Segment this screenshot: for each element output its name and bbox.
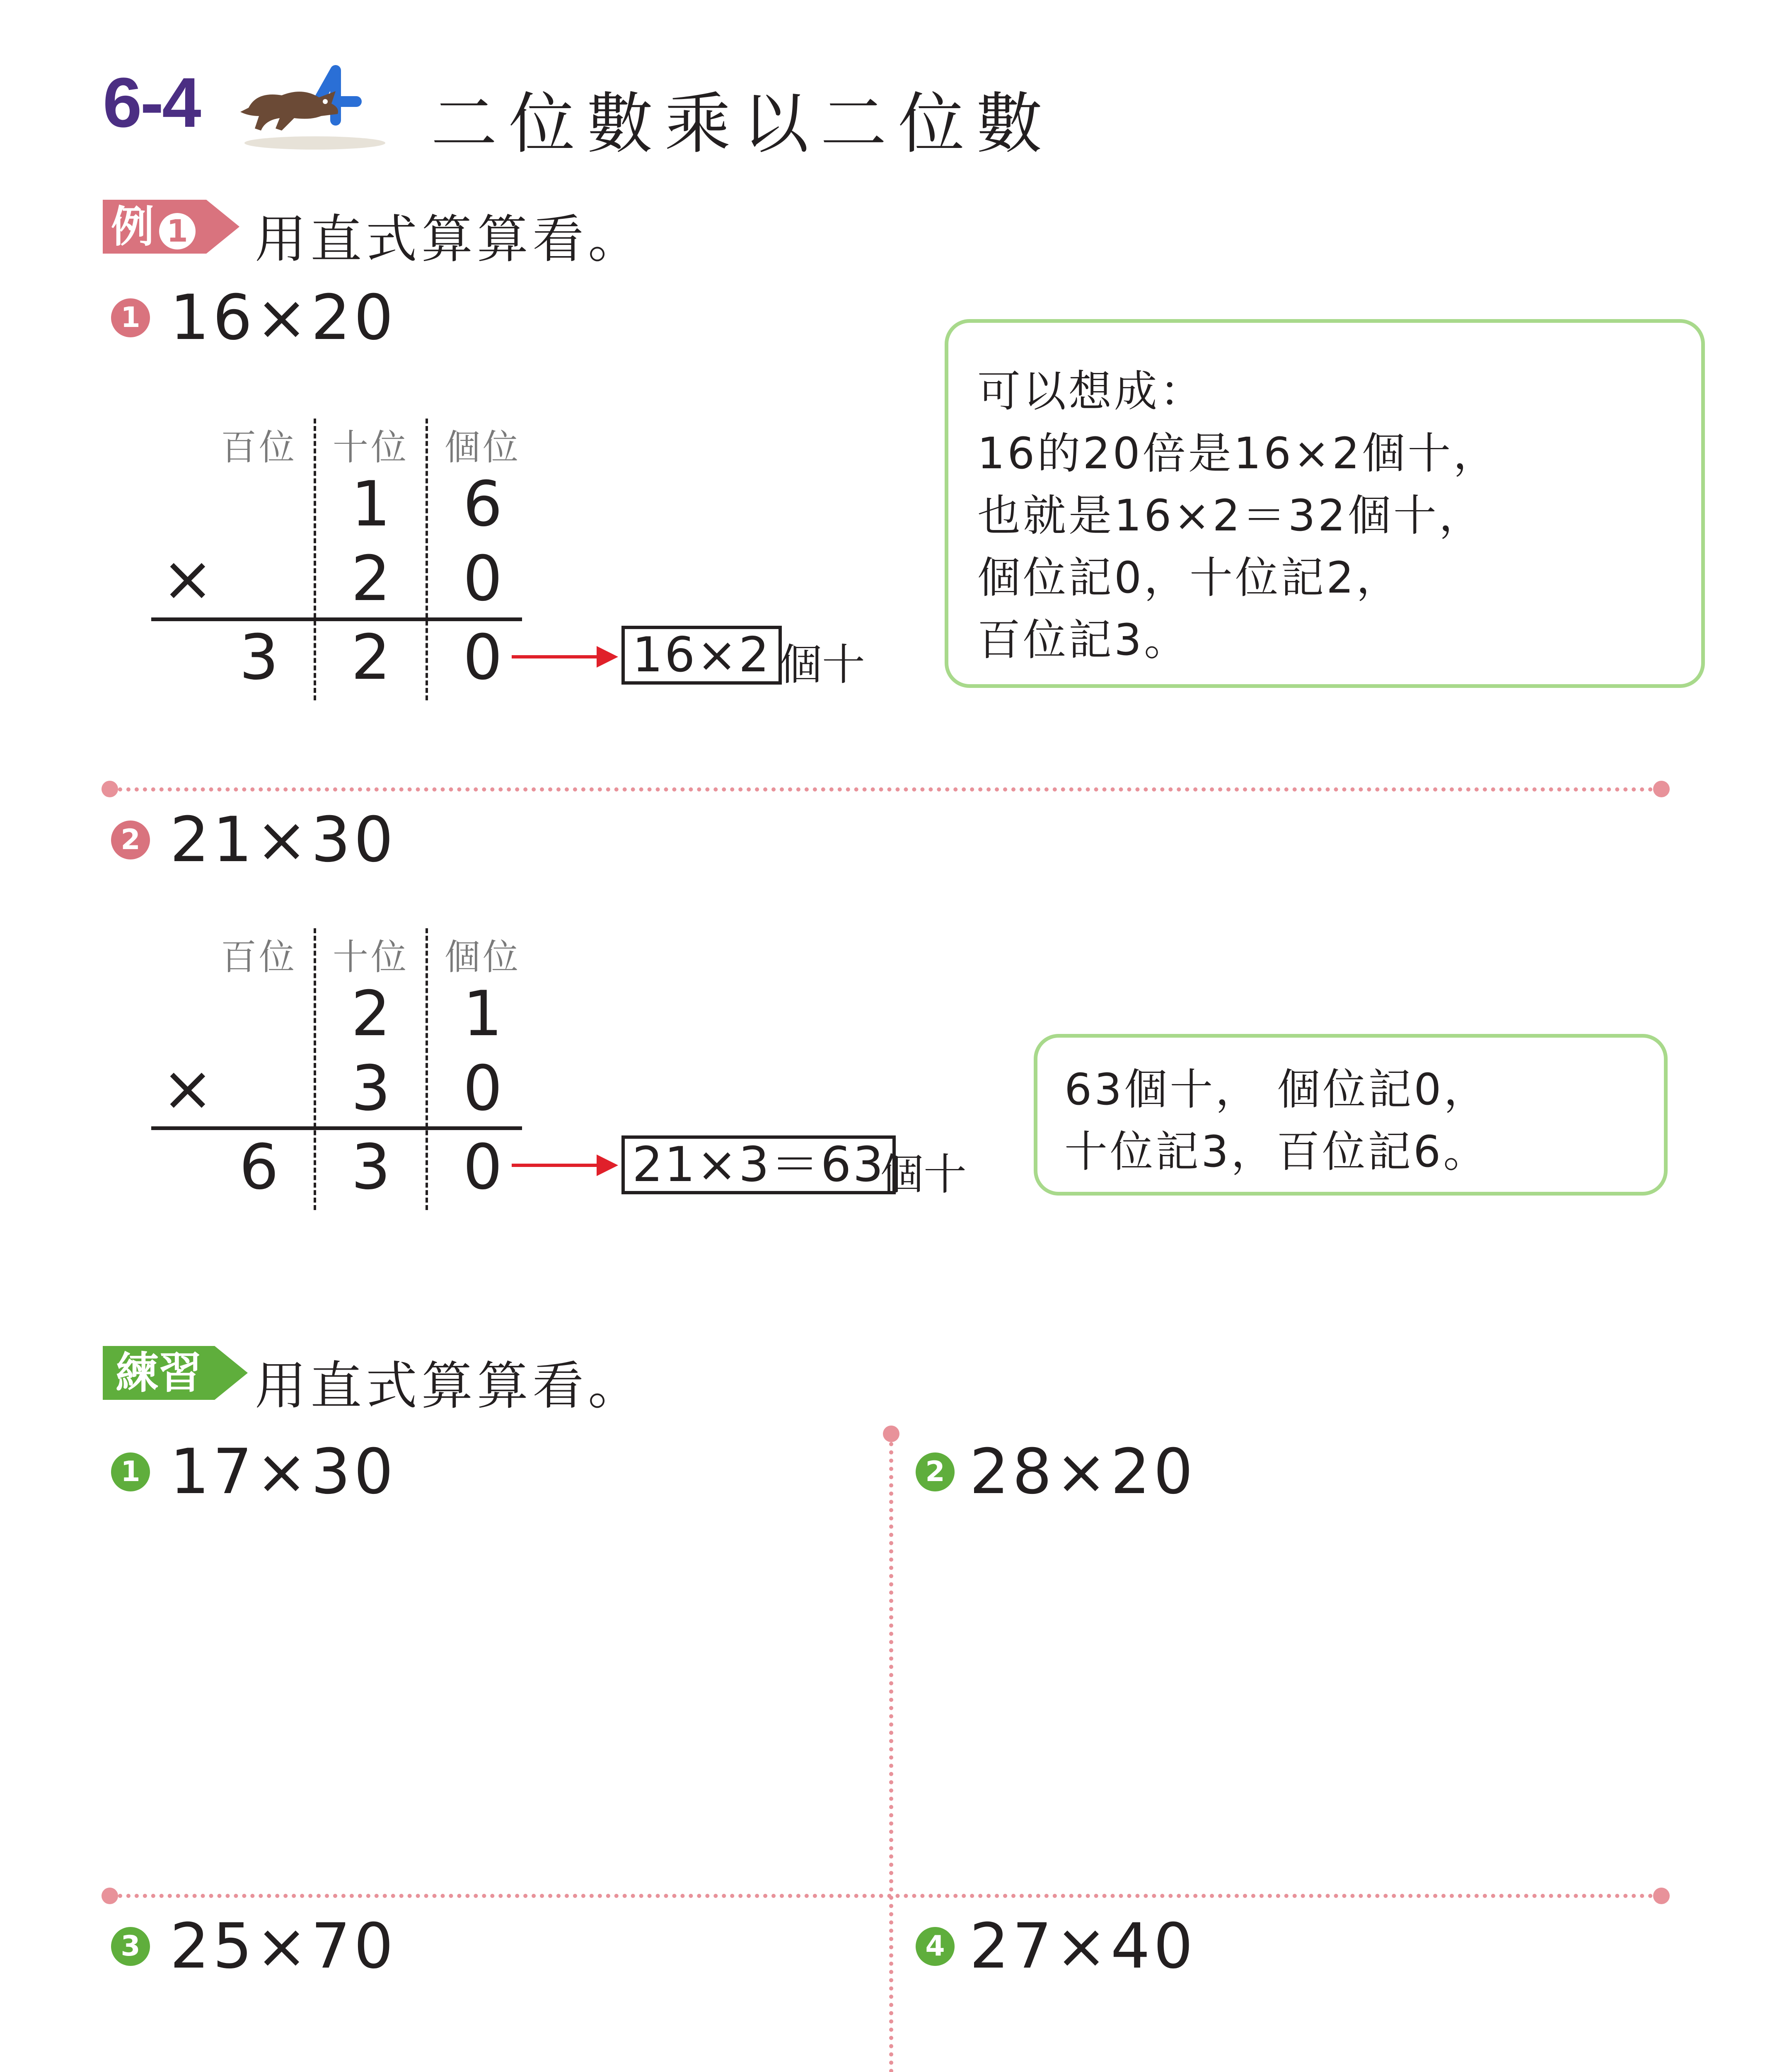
practice-problem-1-number: 1	[111, 1452, 150, 1491]
section-title: 二位數乘以二位數	[431, 85, 1054, 162]
column-header-ones: 個位	[445, 937, 521, 978]
section-number: 6-4	[103, 63, 200, 142]
practice-tag-label: 練習	[103, 1346, 215, 1400]
red-arrow-head-icon	[597, 646, 618, 668]
multiplicand-digit: 6	[463, 468, 503, 540]
times-sign: ×	[162, 1053, 214, 1125]
note-line: 63個十， 個位記0，	[1064, 1064, 1489, 1115]
annotation-unit: 個十	[779, 639, 866, 690]
multiplicand-digit: 2	[351, 978, 391, 1050]
example-instruction: 用直式算算看。	[255, 210, 644, 269]
annotation-box: 16×2	[621, 626, 782, 685]
practice-problem-2-number: 2	[916, 1452, 955, 1491]
red-arrow-head-icon	[597, 1155, 618, 1176]
practice-problem-4-number: 4	[916, 1927, 955, 1966]
product-digit: 0	[463, 622, 503, 694]
practice-horizontal-divider	[110, 1894, 1661, 1898]
product-digit: 3	[351, 1131, 391, 1203]
column-header-hundreds: 百位	[221, 427, 297, 468]
wolf-mascot-icon	[232, 58, 398, 153]
explanation-note	[945, 319, 1705, 688]
practice-instruction: 用直式算算看。	[255, 1356, 644, 1416]
note-line: 十位記3，百位記6。	[1064, 1126, 1489, 1177]
example-problem-1-expression: 16×20	[170, 282, 397, 354]
multiplier-digit: 3	[351, 1053, 391, 1125]
product-digit: 6	[239, 1131, 279, 1203]
multiplier-digit: 0	[463, 543, 503, 615]
divider-dot	[1653, 1888, 1670, 1904]
practice-problem-4-expression: 27×40	[969, 1910, 1197, 1982]
example-tag	[103, 200, 239, 254]
note-line: 16的20倍是16×2個十，	[977, 428, 1499, 479]
practice-tag	[103, 1346, 239, 1400]
note-line: 百位記3。	[977, 615, 1190, 665]
annotation-box: 21×3＝63	[621, 1135, 896, 1194]
multiplicand-digit: 1	[351, 468, 391, 540]
multiplicand-digit: 1	[463, 978, 503, 1050]
note-line: 個位記0，十位記2，	[977, 552, 1402, 603]
example-tag-label: 例	[111, 201, 155, 252]
multiplier-digit: 0	[463, 1053, 503, 1125]
product-rule	[151, 617, 522, 621]
practice-problem-2-expression: 28×20	[969, 1436, 1197, 1508]
red-arrow-line	[512, 1164, 599, 1167]
column-header-tens: 十位	[333, 427, 409, 468]
example-problem-2-expression: 21×30	[170, 804, 397, 876]
practice-vertical-divider	[889, 1434, 893, 2072]
column-header-ones: 個位	[445, 427, 521, 468]
product-rule	[151, 1126, 522, 1130]
section-divider	[110, 787, 1661, 792]
example-tag-number: 1	[159, 213, 196, 249]
example-problem-2-number: 2	[111, 821, 150, 859]
practice-problem-3-number: 3	[111, 1927, 150, 1966]
practice-problem-3-expression: 25×70	[170, 1910, 397, 1982]
product-digit: 0	[463, 1131, 503, 1203]
practice-problem-1-expression: 17×30	[170, 1436, 397, 1508]
times-sign: ×	[162, 543, 214, 615]
divider-dot	[1653, 781, 1670, 797]
red-arrow-line	[512, 655, 599, 658]
explanation-note	[1034, 1034, 1668, 1196]
product-digit: 2	[351, 622, 391, 694]
column-header-tens: 十位	[333, 937, 409, 978]
multiplier-digit: 2	[351, 543, 391, 615]
column-header-hundreds: 百位	[221, 937, 297, 978]
note-line: 也就是16×2＝32個十，	[977, 490, 1484, 541]
example-problem-1-number: 1	[111, 298, 150, 337]
product-digit: 3	[239, 622, 279, 694]
annotation-unit: 個十	[880, 1149, 967, 1200]
note-line: 可以想成：	[977, 366, 1206, 416]
